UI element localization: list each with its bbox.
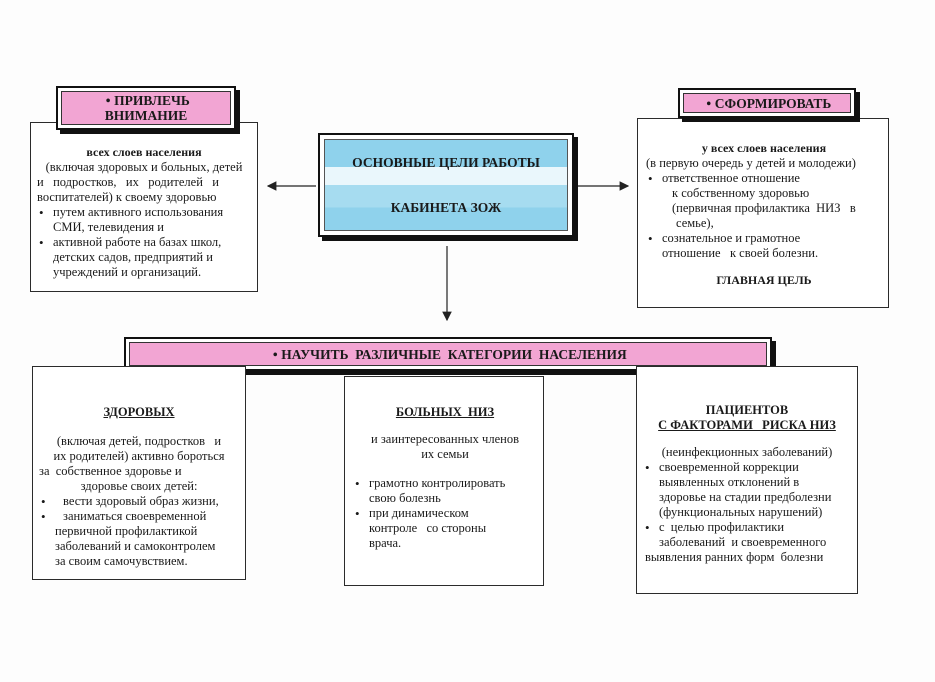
right-label-form: • СФОРМИРОВАТЬ [678, 88, 856, 118]
left-heading: всех слоев населения [86, 145, 202, 159]
col3-para: (неинфекционных заболеваний) [661, 445, 833, 459]
col2-item-1: • грамотно контролировать свою болезнь [353, 476, 537, 506]
col2-para-2: их семьи [421, 447, 469, 461]
col3-title-2: С ФАКТОРАМИ РИСКА НИЗ [658, 418, 836, 432]
col-healthy-box [32, 366, 246, 580]
right-item-1: • ответственное отношение к собственному здоровью (первичная профилактика НИЗ в семье), [646, 171, 882, 231]
col1-item-2: • заниматься своевременной первичной профилактикой заболеваний и самоконтролем за своим самочувствием. [39, 509, 239, 569]
col3-item-1: • своевременной коррекции выявленных отклонений в здоровье на стадии предболезни (функциональных нарушений) [643, 460, 851, 520]
right-para: (в первую очередь у детей и молодежи) [646, 156, 856, 170]
col2-item-2: • при динамическом контроле со стороны врача. [353, 506, 537, 551]
col2-title: БОЛЬНЫХ НИЗ [395, 405, 495, 419]
right-goal-box [637, 118, 889, 308]
left-item-2: • активной работе на базах школ, детских садов, предприятий и учреждений и организаций. [37, 235, 251, 280]
center-title-box [318, 133, 574, 237]
left-label-line2: ВНИМАНИЕ [104, 108, 188, 123]
left-label-attract: • ПРИВЛЕЧЬ ВНИМАНИЕ [56, 86, 236, 130]
left-para-3: воспитателей) к своему здоровью [37, 190, 217, 204]
left-goal-box [30, 122, 258, 292]
center-title-line1: ОСНОВНЫЕ ЦЕЛИ РАБОТЫ [352, 154, 540, 170]
center-title-line2: КАБИНЕТА ЗОЖ [390, 199, 502, 215]
col1-para-3: за собственное здоровье и [39, 464, 182, 478]
col1-para-1: (включая детей, подростков и [56, 434, 222, 448]
col-sick-box [344, 376, 544, 586]
left-para-2: и подростков, их родителей и [37, 175, 219, 189]
bottom-banner-text: НАУЧИТЬ РАЗЛИЧНЫЕ КАТЕГОРИИ НАСЕЛЕНИЯ [281, 346, 627, 362]
col-risk-box [636, 366, 858, 594]
col1-item-1: • вести здоровый образ жизни, [39, 494, 239, 509]
right-item-2: • сознательное и грамотное отношение к своей болезни. [646, 231, 882, 261]
col3-title-1: ПАЦИЕНТОВ [705, 403, 789, 417]
col1-para-4: здоровье своих детей: [80, 479, 198, 493]
right-label-text: СФОРМИРОВАТЬ [714, 95, 832, 111]
col1-para-2: их родителей) активно бороться [53, 449, 225, 463]
right-heading: у всех слоев населения [701, 141, 827, 155]
col3-item-2: • с целью профилактики заболеваний и своевременного выявления ранних форм болезни [643, 520, 851, 565]
left-para-1: (включая здоровых и больных, детей [45, 160, 243, 174]
left-item-1: • путем активного использования СМИ, телевидения и [37, 205, 251, 235]
right-main-goal: ГЛАВНАЯ ЦЕЛЬ [716, 273, 812, 287]
col2-para-1: и заинтересованных членов [371, 432, 519, 446]
left-label-line1: ПРИВЛЕЧЬ [114, 93, 190, 108]
bottom-banner: • НАУЧИТЬ РАЗЛИЧНЫЕ КАТЕГОРИИ НАСЕЛЕНИЯ [124, 337, 772, 371]
col1-title: ЗДОРОВЫХ [103, 405, 175, 419]
